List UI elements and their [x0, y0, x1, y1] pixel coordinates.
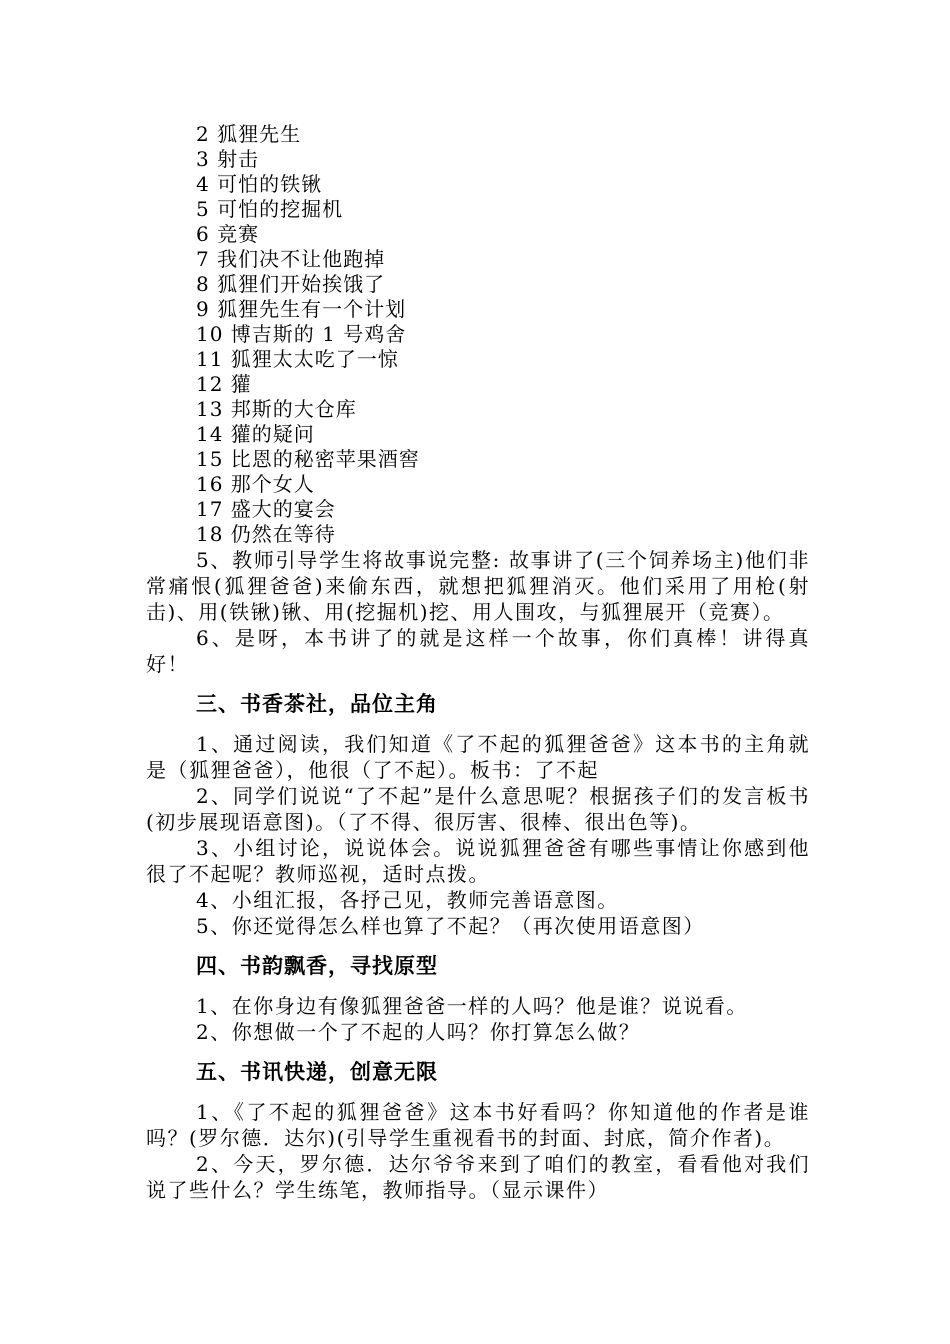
- chapter-item: 18 仍然在等待: [196, 522, 336, 546]
- chapter-item: 6 竞赛: [196, 222, 260, 246]
- paragraph: 1、在你身边有像狐狸爸爸一样的人吗？他是谁？说说看。: [196, 994, 748, 1018]
- chapter-item: 8 狐狸们开始挨饿了: [196, 272, 386, 296]
- chapter-item: 14 獾的疑问: [196, 422, 315, 446]
- document-body: [146, 122, 810, 1203]
- chapter-item: 16 那个女人: [196, 472, 315, 496]
- chapter-item: 3 射击: [196, 147, 260, 171]
- chapter-item: 12 獾: [196, 372, 252, 396]
- section-heading: 四、书韵飘香，寻找原型: [196, 954, 438, 978]
- chapter-item: 11 狐狸太太吃了一惊: [196, 347, 399, 371]
- paragraph: 4、小组汇报，各抒己见，教师完善语意图。: [196, 888, 619, 912]
- section-heading: 三、书香茶社，品位主角: [196, 692, 438, 716]
- chapter-item: 10 博吉斯的 1 号鸡舍: [196, 322, 407, 346]
- section-heading: 五、书讯快递，创意无限: [196, 1060, 438, 1084]
- chapter-item: 17 盛大的宴会: [196, 497, 336, 521]
- paragraph: 5、教师引导学生将故事说完整: 故事讲了(三个饲养场主)他们非常痛恨(狐狸爸爸)来偷东西，就想把狐狸消灭。他们采用了用枪(射击)、用(铁锹)锹、用(挖掘机)挖、用人围攻，与狐狸展开（竞赛）。: [146, 548, 810, 624]
- paragraph: 5、你还觉得怎么样也算了不起？（再次使用语意图）: [196, 914, 705, 938]
- chapter-item: 9 狐狸先生有一个计划: [196, 297, 407, 321]
- chapter-item: 13 邦斯的大仓库: [196, 397, 357, 421]
- paragraph: 1、《了不起的狐狸爸爸》这本书好看吗？你知道他的作者是谁吗？(罗尔德．达尔)(引导学生重视看书的封面、封底，简介作者)。: [146, 1100, 810, 1150]
- paragraph: 2、今天，罗尔德．达尔爷爷来到了咱们的教室，看看他对我们说了些什么？学生练笔，教师指导。（显示课件）: [146, 1152, 810, 1202]
- paragraph: 6、是呀，本书讲了的就是这样一个故事，你们真棒！讲得真好！: [146, 626, 810, 676]
- chapter-item: 7 我们决不让他跑掉: [196, 247, 386, 271]
- chapter-list: [146, 122, 810, 547]
- paragraph: 2、你想做一个了不起的人吗？你打算怎么做？: [196, 1020, 641, 1044]
- chapter-item: 4 可怕的铁锹: [196, 172, 323, 196]
- chapter-item: 5 可怕的挖掘机: [196, 197, 344, 221]
- chapter-item: 2 狐狸先生: [196, 122, 302, 146]
- chapter-item: 15 比恩的秘密苹果酒窖: [196, 447, 420, 471]
- paragraph: 1、通过阅读，我们知道《了不起的狐狸爸爸》这本书的主角就是（狐狸爸爸），他很（了不起）。板书：了不起: [146, 732, 810, 782]
- paragraph: 2、同学们说说“了不起”是什么意思呢？根据孩子们的发言板书(初步展现语意图)。（了不得、很厉害、很棒、很出色等)。: [146, 784, 810, 834]
- paragraph: 3、小组讨论，说说体会。说说狐狸爸爸有哪些事情让你感到他很了不起呢？教师巡视，适时点拨。: [146, 836, 810, 886]
